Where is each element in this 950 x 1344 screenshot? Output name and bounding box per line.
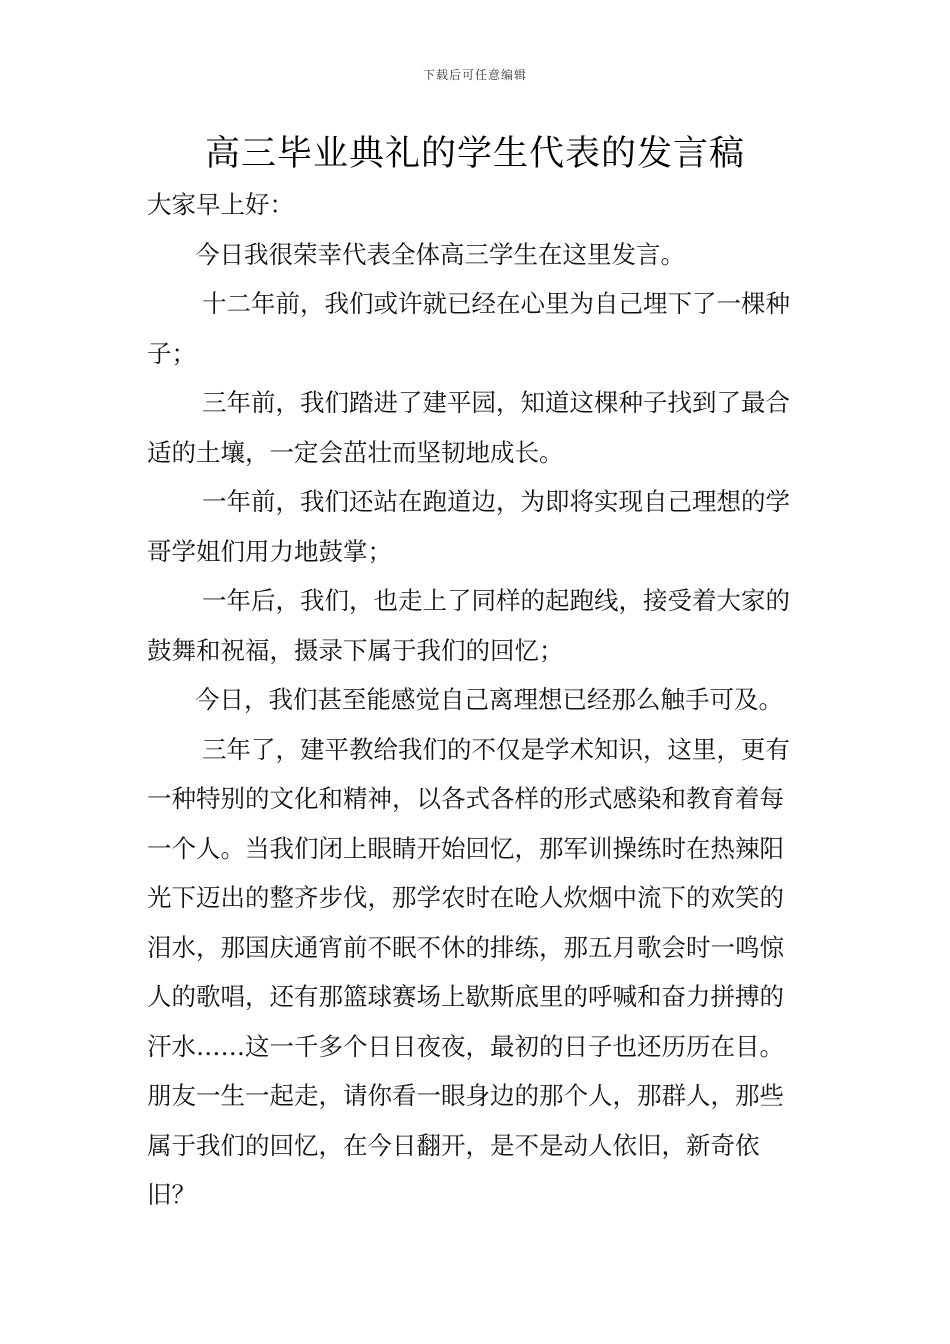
paragraph-4: 一年前，我们还站在跑道边，为即将实现自己理想的学哥学姐们用力地鼓掌； — [147, 487, 790, 566]
paragraph-3: 三年前，我们踏进了建平园，知道这棵种子找到了最合适的土壤，一定会茁壮而坚韧地成长。 — [147, 388, 790, 467]
document-body — [147, 180, 807, 1220]
paragraph-7: 三年了，建平教给我们的不仅是学术知识，这里，更有一种特别的文化和精神，以各式各样的形式感染和教育着每一个人。当我们闭上眼睛开始回忆，那军训操练时在热辣阳光下迈出的整齐步伐，那学农时在呛人炊烟中流下的欢笑的泪水，那国庆通宵前不眠不休的排练，那五月歌会时一鸣惊人的歌唱，还有那篮球赛场上歇斯底里的呼喊和奋力拼搏的汗水……这一千多个日日夜夜，最初的日子也还历历在目。朋友一生一起走，请你看一眼身边的那个人，那群人，那些属于我们的回忆，在今日翻开，是不是动人依旧，新奇依旧？ — [147, 734, 790, 1209]
paragraph-2: 十二年前，我们或许就已经在心里为自己埋下了一棵种子； — [147, 289, 790, 368]
greeting-line: 大家早上好： — [147, 190, 294, 219]
paragraph-6: 今日，我们甚至能感觉自己离理想已经那么触手可及。 — [195, 685, 783, 714]
paragraph-5: 一年后，我们，也走上了同样的起跑线，接受着大家的鼓舞和祝福，摄录下属于我们的回忆； — [147, 586, 790, 665]
paragraph-1: 今日我很荣幸代表全体高三学生在这里发言。 — [195, 239, 685, 269]
header-note: 下载后可任意编辑 — [422, 68, 527, 82]
document-title: 高三毕业典礼的学生代表的发言稿 — [204, 134, 745, 174]
